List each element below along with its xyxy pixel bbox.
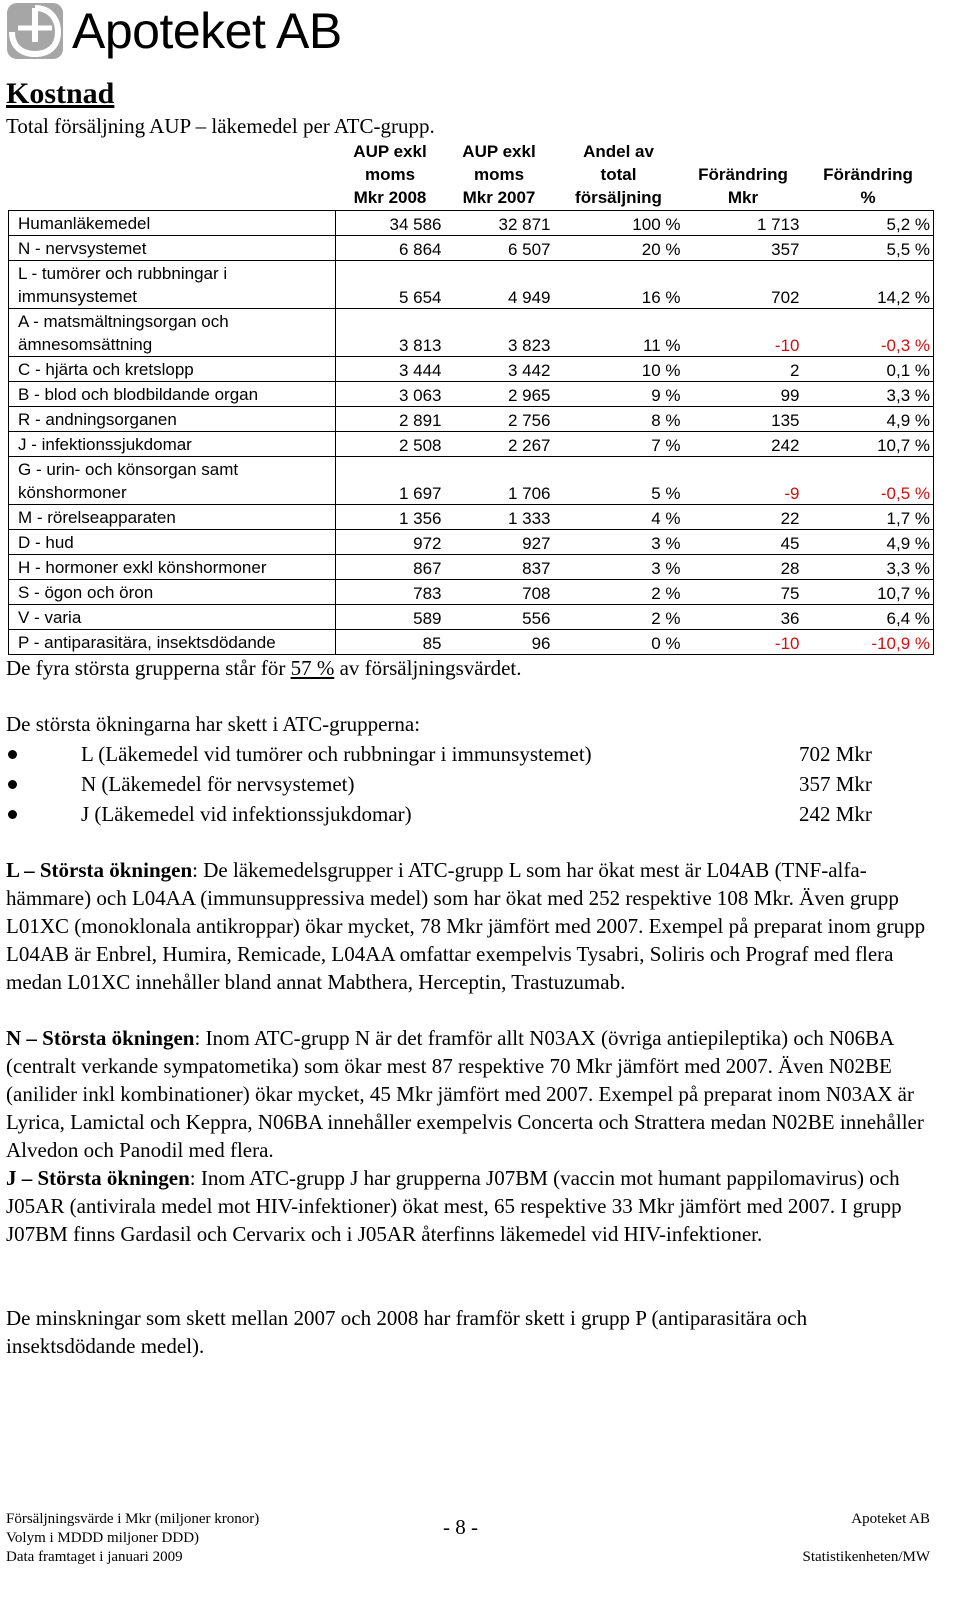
cell-aup2008: 6 864: [336, 236, 445, 261]
row-label-line: immunsystemet: [18, 287, 138, 306]
page-footer: [6, 1510, 930, 1590]
table-row: [9, 555, 934, 580]
cell-change-mkr: -9: [684, 457, 803, 505]
cell-change-pct: 4,9 %: [803, 407, 934, 432]
table-row: [9, 580, 934, 605]
table-row: [9, 357, 934, 382]
table-row: [9, 211, 934, 236]
cell-aup2007: 96: [445, 630, 554, 655]
paragraph-j-lead: J – Största ökningen: [6, 1166, 190, 1190]
row-label: [9, 357, 336, 382]
bullet-icon: [8, 750, 17, 759]
row-label-line: ämnesomsättning: [18, 335, 153, 354]
paragraph-l: [6, 856, 936, 996]
cell-andel: 2 %: [554, 580, 684, 605]
row-label-line: L - tumörer och rubbningar i: [18, 264, 228, 283]
footer-company: Apoteket AB: [851, 1511, 930, 1527]
row-label: [9, 630, 336, 655]
header-empty: [9, 140, 336, 211]
cell-aup2007: 2 965: [445, 382, 554, 407]
row-label-line: A - matsmältningsorgan och: [18, 312, 229, 331]
cell-change-pct: -0,5 %: [803, 457, 934, 505]
cell-aup2008: 2 891: [336, 407, 445, 432]
header-andel: [554, 140, 684, 211]
cell-aup2008: 3 444: [336, 357, 445, 382]
cell-andel: 20 %: [554, 236, 684, 261]
cell-andel: 2 %: [554, 605, 684, 630]
cell-aup2008: 1 356: [336, 505, 445, 530]
table-row: [9, 605, 934, 630]
row-label-line: M - rörelseapparaten: [18, 508, 176, 527]
header-line: Andel av: [583, 142, 654, 161]
bullet-value: 702 Mkr: [799, 742, 872, 766]
row-label-line: V - varia: [18, 608, 82, 627]
bullet-label: L (Läkemedel vid tumörer och rubbningar i immunsystemet): [81, 742, 592, 766]
cell-aup2007: 2 756: [445, 407, 554, 432]
cell-andel: 3 %: [554, 555, 684, 580]
row-label-line: könshormoner: [18, 483, 127, 502]
cell-andel: 100 %: [554, 211, 684, 236]
cell-change-mkr: 45: [684, 530, 803, 555]
header-line: total: [600, 165, 637, 184]
cell-change-pct: 10,7 %: [803, 432, 934, 457]
cell-change-mkr: 357: [684, 236, 803, 261]
cell-aup2007: 837: [445, 555, 554, 580]
sales-table: [8, 140, 934, 655]
header-aup-2008: [336, 140, 445, 211]
cell-andel: 0 %: [554, 630, 684, 655]
summary-before: De fyra största grupperna står för: [6, 656, 291, 680]
paragraph-n-lead: N – Största ökningen: [6, 1026, 195, 1050]
table-header-row: [9, 140, 934, 211]
row-label: [9, 530, 336, 555]
table-row: [9, 505, 934, 530]
table-row: [9, 630, 934, 655]
row-label-line: S - ögon och öron: [18, 583, 154, 602]
paragraph-j: [6, 1164, 936, 1248]
table-row: [9, 309, 934, 357]
cell-aup2007: 708: [445, 580, 554, 605]
logo: [6, 2, 342, 60]
header-change-pct: [803, 140, 934, 211]
row-label-line: R - andningsorganen: [18, 410, 177, 429]
cell-andel: 9 %: [554, 382, 684, 407]
row-label-line: C - hjärta och kretslopp: [18, 360, 194, 379]
paragraph-l-lead: L – Största ökningen: [6, 858, 193, 882]
cell-andel: 11 %: [554, 309, 684, 357]
cell-change-mkr: 242: [684, 432, 803, 457]
cell-aup2007: 927: [445, 530, 554, 555]
row-label: [9, 236, 336, 261]
summary-after: av försäljningsvärdet.: [334, 656, 522, 680]
bullet-item: [6, 741, 936, 767]
bullet-icon: [8, 780, 17, 789]
cell-aup2007: 6 507: [445, 236, 554, 261]
cell-change-pct: 10,7 %: [803, 580, 934, 605]
cell-change-pct: 1,7 %: [803, 505, 934, 530]
row-label-line: N - nervsystemet: [18, 239, 147, 258]
row-label: [9, 605, 336, 630]
bullet-label: N (Läkemedel för nervsystemet): [81, 772, 355, 796]
cell-andel: 10 %: [554, 357, 684, 382]
cell-change-mkr: 99: [684, 382, 803, 407]
cell-aup2008: 3 813: [336, 309, 445, 357]
cell-change-pct: 6,4 %: [803, 605, 934, 630]
row-label-line: Humanläkemedel: [18, 214, 151, 233]
bullet-icon: [8, 810, 17, 819]
header-aup-2007: [445, 140, 554, 211]
logo-text: Apoteket AB: [72, 3, 342, 59]
header-change-mkr: [684, 140, 803, 211]
summary-line: [6, 655, 522, 681]
apoteket-logo-icon: [6, 2, 64, 60]
header-line: %: [860, 188, 876, 207]
table-row: [9, 530, 934, 555]
cell-aup2008: 972: [336, 530, 445, 555]
table-row: [9, 236, 934, 261]
row-label: [9, 457, 336, 505]
row-label: [9, 407, 336, 432]
increases-intro: De största ökningarna har skett i ATC-grupperna:: [6, 712, 421, 736]
header-line: moms: [364, 165, 416, 184]
header-line: AUP exkl: [462, 142, 536, 161]
cell-aup2008: 783: [336, 580, 445, 605]
cell-change-mkr: -10: [684, 630, 803, 655]
cell-andel: 8 %: [554, 407, 684, 432]
cell-change-mkr: 1 713: [684, 211, 803, 236]
paragraph-n: [6, 1024, 936, 1164]
cell-aup2008: 2 508: [336, 432, 445, 457]
page-number: - 8 -: [443, 1515, 478, 1539]
table-row: [9, 432, 934, 457]
cell-aup2007: 1 333: [445, 505, 554, 530]
header-line: Mkr 2007: [462, 188, 536, 207]
row-label-line: P - antiparasitära, insektsdödande: [18, 633, 276, 652]
cell-change-mkr: 135: [684, 407, 803, 432]
row-label: [9, 382, 336, 407]
bullet-item: [6, 801, 936, 827]
bullet-label: J (Läkemedel vid infektionssjukdomar): [81, 802, 412, 826]
row-label-line: D - hud: [18, 533, 74, 552]
paragraph-decrease: De minskningar som skett mellan 2007 och 2008 har framför skett i grupp P (antiparasitära och insektsdödande medel).: [6, 1306, 808, 1358]
cell-aup2008: 85: [336, 630, 445, 655]
bullet-value: 242 Mkr: [799, 802, 872, 826]
header-line: Förändring: [823, 165, 913, 184]
cell-andel: 7 %: [554, 432, 684, 457]
cell-aup2007: 32 871: [445, 211, 554, 236]
row-label: [9, 555, 336, 580]
table-row: [9, 261, 934, 309]
row-label-line: H - hormoner exkl könshormoner: [18, 558, 267, 577]
cell-aup2008: 3 063: [336, 382, 445, 407]
cell-aup2007: 556: [445, 605, 554, 630]
cell-change-pct: 4,9 %: [803, 530, 934, 555]
table-row: [9, 407, 934, 432]
header-line: moms: [473, 165, 525, 184]
footer-note: Volym i MDDD miljoner DDD): [6, 1530, 200, 1546]
cell-change-mkr: 28: [684, 555, 803, 580]
cell-aup2008: 34 586: [336, 211, 445, 236]
summary-highlight: 57 %: [290, 656, 335, 680]
header-line: Förändring: [698, 165, 788, 184]
header-line: Mkr 2008: [353, 188, 427, 207]
table-row: [9, 457, 934, 505]
cell-change-mkr: 2: [684, 357, 803, 382]
row-label: [9, 211, 336, 236]
cell-aup2008: 867: [336, 555, 445, 580]
cell-andel: 4 %: [554, 505, 684, 530]
cell-change-mkr: 36: [684, 605, 803, 630]
cell-change-mkr: 75: [684, 580, 803, 605]
paragraph-j-text: : Inom ATC-grupp J har grupperna J07BM (vaccin mot humant pappilomavirus) och J05AR (antivirala medel mot HIV-infektioner) ökat mest, 65 respektive 33 Mkr jämfört med 2007. I grupp J07BM finns Gardasil och Cervarix och i J05AR återfinns läkemedel vid HIV-infektioner.: [6, 1166, 902, 1246]
bullet-item: [6, 771, 936, 797]
cell-change-pct: 5,2 %: [803, 211, 934, 236]
cell-change-mkr: -10: [684, 309, 803, 357]
cell-aup2007: 1 706: [445, 457, 554, 505]
row-label: [9, 309, 336, 357]
cell-aup2008: 1 697: [336, 457, 445, 505]
header-line: AUP exkl: [353, 142, 427, 161]
cell-change-pct: 0,1 %: [803, 357, 934, 382]
page-title: Kostnad: [6, 77, 115, 110]
cell-aup2007: 4 949: [445, 261, 554, 309]
cell-change-mkr: 22: [684, 505, 803, 530]
cell-change-pct: 3,3 %: [803, 555, 934, 580]
footer-notes: [6, 1510, 259, 1567]
row-label-line: B - blod och blodbildande organ: [18, 385, 259, 404]
bullet-value: 357 Mkr: [799, 772, 872, 796]
table-row: [9, 382, 934, 407]
row-label: [9, 261, 336, 309]
footer-department: Statistikenheten/MW: [802, 1549, 930, 1565]
cell-aup2007: 3 823: [445, 309, 554, 357]
cell-aup2007: 3 442: [445, 357, 554, 382]
row-label: [9, 580, 336, 605]
row-label: [9, 432, 336, 457]
cell-andel: 16 %: [554, 261, 684, 309]
paragraph-l-text: : De läkemedelsgrupper i ATC-grupp L som har ökat mest är L04AB (TNF-alfa-hämmare) och L04AA (immunsuppressiva medel) som har ökat med 252 respektive 108 Mkr. Även grupp L01XC (monoklonala antikroppar) ökar mycket, 78 Mkr jämfört med 2007. Exempel på preparat inom grupp L04AB är Enbrel, Humira, Remicade, L04AA omfattar exempelvis Tysabri, Soliris och Prograf med flera medan L01XC innehåller bland annat Mabthera, Herceptin, Trastuzumab.: [6, 858, 926, 994]
paragraph-n-text: : Inom ATC-grupp N är det framför allt N03AX (övriga antiepileptika) och N06BA (centralt verkande sympatometika) som ökar mest 87 respektive 70 Mkr jämfört med 2007. Även N02BE (anilider inkl kombinationer) ökar mycket, 45 Mkr jämfört med 2007. Exempel på preparat inom N03AX är Lyrica, Lamictal och Keppra, N06BA innehåller exempelvis Concerta och Strattera medan N02BE innehåller Alvedon och Panodil med flera.: [6, 1026, 924, 1162]
cell-aup2008: 589: [336, 605, 445, 630]
row-label-line: J - infektionssjukdomar: [18, 435, 192, 454]
cell-change-pct: -0,3 %: [803, 309, 934, 357]
table-caption: Total försäljning AUP – läkemedel per ATC-grupp.: [6, 114, 435, 138]
row-label-line: G - urin- och könsorgan samt: [18, 460, 239, 479]
cell-change-pct: 3,3 %: [803, 382, 934, 407]
row-label: [9, 505, 336, 530]
cell-change-pct: -10,9 %: [803, 630, 934, 655]
footer-note: Data framtaget i januari 2009: [6, 1549, 183, 1565]
cell-aup2008: 5 654: [336, 261, 445, 309]
header-line: försäljning: [575, 188, 662, 207]
header-line: Mkr: [727, 188, 759, 207]
cell-andel: 5 %: [554, 457, 684, 505]
cell-andel: 3 %: [554, 530, 684, 555]
cell-aup2007: 2 267: [445, 432, 554, 457]
cell-change-pct: 14,2 %: [803, 261, 934, 309]
cell-change-pct: 5,5 %: [803, 236, 934, 261]
footer-note: Försäljningsvärde i Mkr (miljoner kronor): [6, 1511, 260, 1527]
cell-change-mkr: 702: [684, 261, 803, 309]
